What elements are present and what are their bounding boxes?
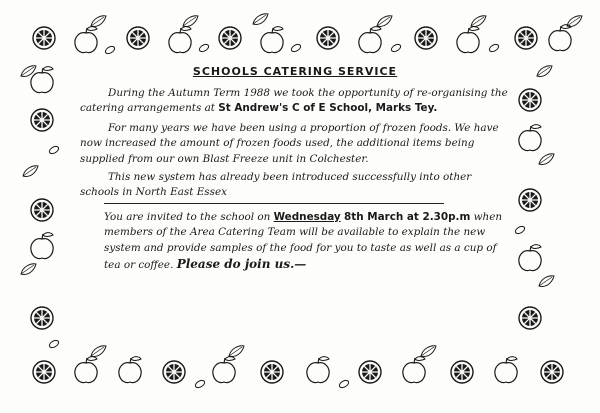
paragraph-autumn-term-text: During the Autumn Term 1988 we took the opportunity of re-organising the catering arrangements at: [80, 86, 508, 115]
paragraph-autumn-term: [80, 86, 510, 117]
paragraph-new-system: This new system has already been introduced successfully into other schools in North East Essex: [80, 170, 472, 199]
invitation-text-b: when members of the Area Catering Team will be available to explain the new system and provide samples of the food for you to taste as well as a cup of tea or coffee.: [104, 210, 503, 271]
invitation-block: [80, 210, 510, 273]
notice-body: [80, 64, 510, 273]
invitation-date-time: 8th March at 2.30p.m: [344, 210, 471, 223]
invitation-day: Wednesday: [273, 210, 341, 223]
paragraph-invitation: [104, 210, 510, 273]
section-divider: [104, 203, 444, 204]
closing-line: Please do join us.—: [176, 256, 307, 271]
paragraph-frozen-foods: For many years we have been using a proportion of frozen foods. We have now increased the amount of frozen foods used, the additional items being supplied from our own Blast Freeze unit in Colchester.: [80, 121, 499, 165]
notice-title: SCHOOLS CATERING SERVICE: [192, 65, 398, 78]
invitation-text-a: You are invited to the school on: [104, 210, 274, 223]
school-name: St Andrew's C of E School, Marks Tey.: [218, 102, 438, 115]
